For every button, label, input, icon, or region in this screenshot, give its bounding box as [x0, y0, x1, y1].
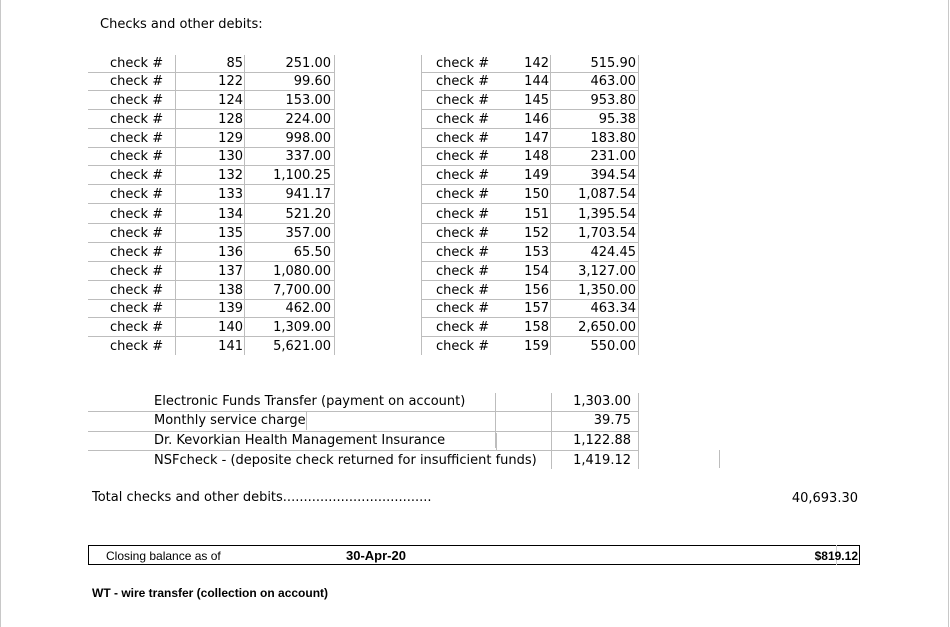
check-label: check # [110, 131, 164, 146]
check-number: 139 [218, 301, 243, 316]
check-label: check # [110, 226, 164, 241]
check-amount: 1,395.54 [578, 207, 636, 222]
check-amount: 1,703.54 [578, 226, 636, 241]
check-label: check # [110, 168, 164, 183]
check-label: check # [110, 187, 164, 202]
row-divider [88, 72, 334, 73]
check-label: check # [436, 93, 490, 108]
row-divider [421, 72, 639, 73]
check-number: 129 [218, 131, 243, 146]
check-number: 151 [524, 207, 549, 222]
check-amount: 1,080.00 [273, 264, 331, 279]
check-amount: 337.00 [285, 149, 331, 164]
closing-balance-date: 30-Apr-20 [346, 548, 406, 563]
check-number: 148 [524, 149, 549, 164]
check-label: check # [436, 207, 490, 222]
check-label: check # [110, 245, 164, 260]
check-amount: 1,309.00 [273, 320, 331, 335]
debit-label: Monthly service charge [154, 413, 306, 428]
check-amount: 5,621.00 [273, 339, 331, 354]
check-number: 135 [218, 226, 243, 241]
check-number: 149 [524, 168, 549, 183]
check-number: 150 [524, 187, 549, 202]
check-number: 138 [218, 283, 243, 298]
check-label: check # [436, 301, 490, 316]
check-label: check # [436, 187, 490, 202]
check-amount: 998.00 [285, 131, 331, 146]
row-divider [421, 261, 639, 262]
check-number: 122 [218, 74, 243, 89]
check-number: 134 [218, 207, 243, 222]
check-amount: 65.50 [293, 245, 331, 260]
column-divider [244, 55, 245, 355]
check-number: 137 [218, 264, 243, 279]
check-label: check # [110, 339, 164, 354]
total-label: Total checks and other debits.................................... [92, 490, 432, 505]
row-divider [88, 203, 334, 204]
check-label: check # [436, 283, 490, 298]
debit-amount: 1,122.88 [573, 433, 631, 448]
row-divider [88, 223, 334, 224]
check-amount: 7,700.00 [273, 283, 331, 298]
check-label: check # [436, 168, 490, 183]
check-amount: 231.00 [590, 149, 636, 164]
check-label: check # [110, 301, 164, 316]
check-amount: 941.17 [285, 187, 331, 202]
check-label: check # [436, 149, 490, 164]
check-label: check # [110, 283, 164, 298]
debit-label: NSFcheck - (deposite check returned for insufficient funds) [154, 453, 537, 468]
check-number: 145 [524, 93, 549, 108]
check-amount: 95.38 [598, 112, 636, 127]
debit-label: Dr. Kevorkian Health Management Insurance [154, 433, 446, 448]
column-divider [638, 55, 639, 355]
check-amount: 153.00 [285, 93, 331, 108]
debit-amount: 1,303.00 [573, 394, 631, 409]
check-number: 152 [524, 226, 549, 241]
row-divider [88, 109, 334, 110]
check-label: check # [436, 112, 490, 127]
check-amount: 424.45 [590, 245, 636, 260]
check-number: 153 [524, 245, 549, 260]
closing-balance-amount: $819.12 [814, 549, 858, 563]
check-label: check # [436, 56, 490, 71]
column-divider [421, 55, 422, 355]
debit-label: Electronic Funds Transfer (payment on account) [154, 394, 466, 409]
check-number: 133 [218, 187, 243, 202]
row-divider [88, 299, 334, 300]
check-label: check # [110, 264, 164, 279]
check-label: check # [436, 339, 490, 354]
row-divider [421, 128, 639, 129]
check-label: check # [436, 131, 490, 146]
check-label: check # [436, 226, 490, 241]
check-amount: 521.20 [285, 207, 331, 222]
row-divider [88, 165, 334, 166]
check-amount: 251.00 [285, 56, 331, 71]
check-amount: 463.00 [590, 74, 636, 89]
check-number: 146 [524, 112, 549, 127]
check-number: 142 [524, 56, 549, 71]
check-number: 154 [524, 264, 549, 279]
debit-amount: 39.75 [593, 413, 631, 428]
row-divider [88, 128, 334, 129]
row-divider [88, 90, 334, 91]
check-amount: 550.00 [590, 339, 636, 354]
row-divider [421, 203, 639, 204]
check-label: check # [436, 264, 490, 279]
debit-column-divider [551, 393, 552, 469]
check-number: 130 [218, 149, 243, 164]
check-amount: 99.60 [293, 74, 331, 89]
check-label: check # [110, 320, 164, 335]
column-divider [334, 55, 335, 355]
closing-balance-label: Closing balance as of [106, 549, 221, 563]
check-amount: 2,650.00 [578, 320, 636, 335]
check-amount: 394.54 [590, 168, 636, 183]
check-label: check # [110, 56, 164, 71]
check-number: 85 [226, 56, 243, 71]
check-number: 128 [218, 112, 243, 127]
debit-column-divider [638, 393, 639, 469]
wire-transfer-note: WT - wire transfer (collection on account) [92, 586, 329, 600]
check-label: check # [110, 74, 164, 89]
check-amount: 953.80 [590, 93, 636, 108]
row-divider [421, 184, 639, 185]
column-divider [175, 55, 176, 355]
row-divider [421, 336, 639, 337]
check-label: check # [436, 74, 490, 89]
row-divider [421, 317, 639, 318]
row-divider [421, 90, 639, 91]
check-amount: 357.00 [285, 226, 331, 241]
check-amount: 224.00 [285, 112, 331, 127]
row-divider [88, 336, 334, 337]
check-number: 132 [218, 168, 243, 183]
check-number: 157 [524, 301, 549, 316]
check-number: 158 [524, 320, 549, 335]
check-number: 136 [218, 245, 243, 260]
check-label: check # [110, 93, 164, 108]
check-amount: 515.90 [590, 56, 636, 71]
row-divider [421, 242, 639, 243]
row-divider [421, 223, 639, 224]
check-amount: 462.00 [285, 301, 331, 316]
column-divider [550, 55, 551, 355]
total-value: 40,693.30 [791, 491, 858, 506]
row-divider [88, 184, 334, 185]
check-number: 140 [218, 320, 243, 335]
check-number: 159 [524, 339, 549, 354]
check-label: check # [110, 112, 164, 127]
check-label: check # [436, 245, 490, 260]
check-amount: 463.34 [590, 301, 636, 316]
check-number: 144 [524, 74, 549, 89]
row-divider [421, 147, 639, 148]
row-divider [421, 280, 639, 281]
debit-divider [88, 431, 639, 432]
section-title: Checks and other debits: [100, 17, 263, 32]
row-divider [88, 317, 334, 318]
debit-column-divider [719, 450, 720, 468]
check-amount: 3,127.00 [578, 264, 636, 279]
check-amount: 1,087.54 [578, 187, 636, 202]
page-border-left [0, 0, 1, 627]
row-divider [421, 165, 639, 166]
check-amount: 1,100.25 [273, 168, 331, 183]
check-label: check # [110, 149, 164, 164]
debit-divider [88, 411, 639, 412]
row-divider [421, 299, 639, 300]
check-label: check # [436, 320, 490, 335]
debit-amount: 1,419.12 [573, 453, 631, 468]
page-border-right [948, 0, 949, 627]
debit-column-divider [306, 412, 307, 430]
check-label: check # [110, 207, 164, 222]
check-amount: 1,350.00 [578, 283, 636, 298]
row-divider [88, 242, 334, 243]
check-number: 141 [218, 339, 243, 354]
row-divider [88, 280, 334, 281]
row-divider [88, 147, 334, 148]
check-number: 156 [524, 283, 549, 298]
debit-column-divider [496, 433, 497, 451]
row-divider [421, 109, 639, 110]
check-number: 124 [218, 93, 243, 108]
row-divider [88, 261, 334, 262]
check-number: 147 [524, 131, 549, 146]
debit-divider [88, 450, 639, 451]
check-amount: 183.80 [590, 131, 636, 146]
